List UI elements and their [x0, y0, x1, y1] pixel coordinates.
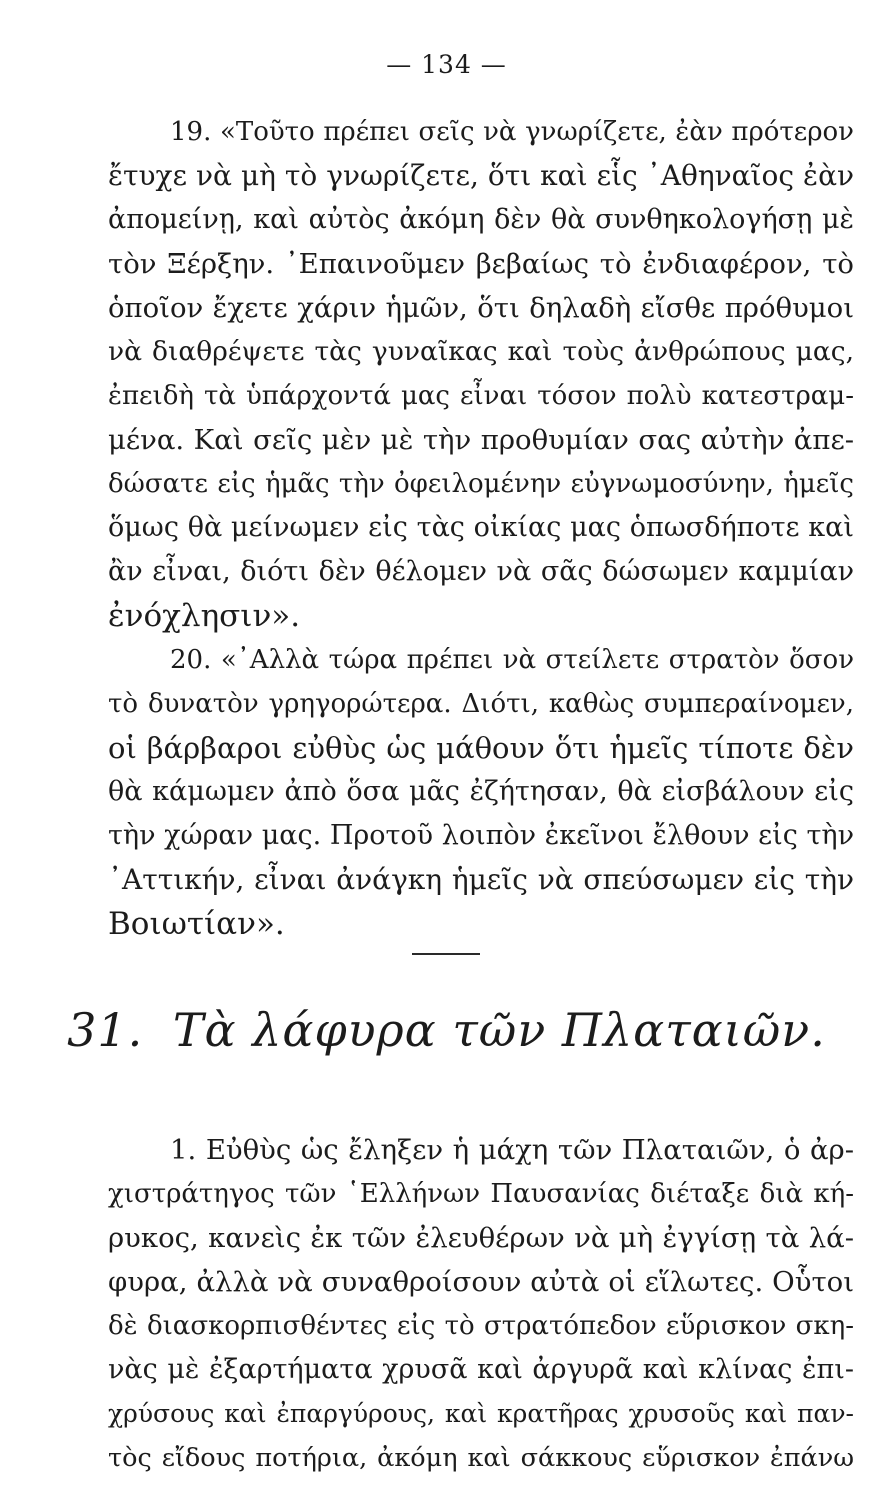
section-19-line: ἂν εἶναι, διότι δὲν θέλομεν νὰ σᾶς δώσωμεν καμμίαν: [108, 556, 854, 587]
section-19-line: ἐνόχλησιν».: [108, 598, 301, 634]
page-number: — 134 —: [386, 50, 507, 79]
section-1-line: τὸς εἴδους ποτήρια, ἀκόμη καὶ σάκκους εὕρισκον ἐπάνω: [108, 1443, 854, 1473]
chapter-number: 31.: [67, 1003, 144, 1057]
section-divider: [412, 953, 480, 955]
section-1-line: δὲ διασκορπισθέντες εἰς τὸ στρατόπεδον εὕρισκον σκη-: [108, 1311, 854, 1341]
section-19-line: 19. «Τοῦτο πρέπει σεῖς νὰ γνωρίζετε, ἐὰν πρότερον: [170, 117, 854, 147]
section-19-line: νὰ διαθρέψετε τὰς γυναῖκας καὶ τοὺς ἀνθρώπους μας,: [108, 336, 854, 367]
section-20-line: 20. «᾿Αλλὰ τώρα πρέπει νὰ στείλετε στρατὸν ὅσον: [170, 645, 854, 675]
section-19-line: ἐπειδὴ τὰ ὑπάρχοντά μας εἶναι τόσον πολὺ κατεστραμ-: [108, 381, 854, 411]
chapter-heading: [0, 1000, 893, 1060]
section-19-line: ὁποῖον ἔχετε χάριν ἡμῶν, ὅτι δηλαδὴ εἴσθε πρόθυμοι: [108, 292, 854, 324]
section-1-line: χρύσους καὶ ἐπαργύρους, καὶ κρατῆρας χρυσοῦς καὶ παν-: [108, 1399, 854, 1428]
section-19-line: τὸν Ξέρξην. ᾿Επαινοῦμεν βεβαίως τὸ ἐνδιαφέρον, τὸ: [108, 248, 854, 280]
section-20-line: τὴν χώραν μας. Προτοῦ λοιπὸν ἐκεῖνοι ἔλθουν εἰς τὴν: [108, 820, 854, 851]
section-1-line: ρυκος, κανεὶς ἐκ τῶν ἐλευθέρων νὰ μὴ ἐγγίσῃ τὰ λά-: [108, 1222, 854, 1254]
section-20-line: θὰ κάμωμεν ἀπὸ ὅσα μᾶς ἐζήτησαν, θὰ εἰσβάλουν εἰς: [108, 776, 854, 807]
section-1-line: 1. Εὐθὺς ὡς ἔληξεν ἡ μάχη τῶν Πλαταιῶν, ὁ ἀρ-: [170, 1134, 854, 1166]
section-19-line: ἀπομείνῃ, καὶ αὐτὸς ἀκόμη δὲν θὰ συνθηκολογήσῃ μὲ: [108, 204, 854, 235]
section-20-line: τὸ δυνατὸν γρηγορώτερα. Διότι, καθὼς συμπεραίνομεν,: [108, 689, 854, 719]
section-20-line: Βοιωτίαν».: [108, 906, 285, 942]
section-1-line: νὰς μὲ ἐξαρτήματα χρυσᾶ καὶ ἀργυρᾶ καὶ κλίνας ἐπι-: [108, 1354, 854, 1385]
section-19-line: ἔτυχε νὰ μὴ τὸ γνωρίζετε, ὅτι καὶ εἷς ᾿Αθηναῖος ἐὰν: [108, 159, 854, 192]
section-1-line: φυρα, ἀλλὰ νὰ συναθροίσουν αὐτὰ οἱ εἵλωτες. Οὗτοι: [108, 1266, 854, 1298]
section-1-line: χιστράτηγος τῶν ῾Ελλήνων Παυσανίας διέταξε διὰ κή-: [108, 1179, 854, 1209]
section-19-line: δώσατε εἰς ἡμᾶς τὴν ὀφειλομένην εὐγνωμοσύνην, ἡμεῖς: [108, 469, 854, 499]
section-19-line: ὅμως θὰ μείνωμεν εἰς τὰς οἰκίας μας ὁπωσδήποτε καὶ: [108, 512, 854, 543]
section-20-line: οἱ βάρβαροι εὐθὺς ὡς μάθουν ὅτι ἡμεῖς τίποτε δὲν: [108, 731, 854, 765]
section-20-line: ᾿Αττικήν, εἶναι ἀνάγκη ἡμεῖς νὰ σπεύσωμεν εἰς τὴν: [108, 863, 854, 896]
chapter-title: Τὰ λάφυρα τῶν Πλαταιῶν.: [172, 1003, 826, 1057]
section-19-line: μένα. Καὶ σεῖς μὲν μὲ τὴν προθυμίαν σας αὐτὴν ἀπε-: [108, 424, 854, 456]
